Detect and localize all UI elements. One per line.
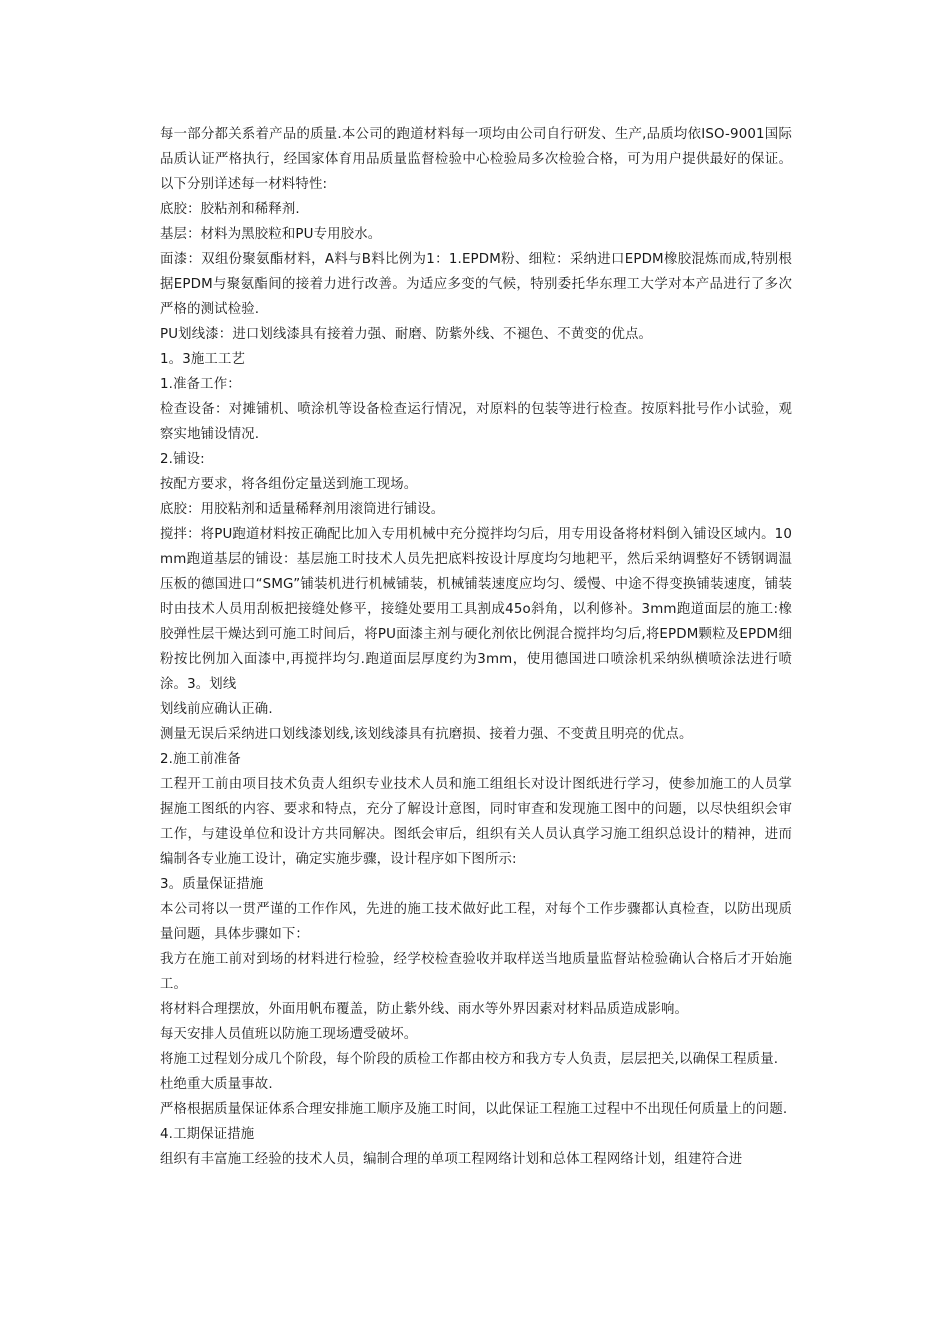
heading-preparation: 1.准备工作： [160, 377, 241, 392]
heading-laying: 2.铺设: [160, 452, 205, 467]
paragraph-equipment-check: 检查设备：对摊铺机、喷涂机等设备检查运行情况，对原料的包装等进行检查。按原料批号作小试验，观察实地铺设情况. [160, 402, 792, 442]
paragraph-mixing: 搅拌：将PU跑道材料按正确配比加入专用机械中充分搅拌均匀后，用专用设备将材料倒入铺设区域内。10mm跑道基层的铺设：基层施工时技术人员先把底料按设计厚度均匀地耙平，然后采纳调整好不锈钢调温压板的德国进口“SMG”铺装机进行机械铺装，机械铺装速度应均匀、缓慢、中途不得变换铺装速度，铺装时由技术人员用刮板把接缝处修平，接缝处要用工具割成45o斜角，以利修补。3mm跑道面层的施工:橡胶弹性层干燥达到可施工时间后，将PU面漆主剂与硬化剂依比例混合搅拌均匀后,将EPDM颗粒及EPDM细粉按比例加入面漆中,再搅拌均匀.跑道面层厚度约为3mm，使用德国进口喷涂机采纳纵横喷涂法进行喷涂。3。划线 [160, 527, 792, 692]
document-body [160, 122, 792, 1172]
paragraph-material-inspection: 我方在施工前对到场的材料进行检验，经学校检查验收并取样送当地质量监督站检验确认合格后才开始施工。 [160, 952, 792, 992]
paragraph-no-accidents: 杜绝重大质量事故. [160, 1077, 273, 1092]
heading-quality-measures: 3。质量保证措施 [160, 877, 264, 892]
heading-construction-process: 1。3施工工艺 [160, 352, 246, 367]
paragraph-site-watch: 每天安排人员值班以防施工现场遭受破坏。 [160, 1027, 418, 1042]
paragraph-quality-intro: 本公司将以一贯严谨的工作作风，先进的施工技术做好此工程，对每个工作步骤都认真检查，以防出现质量问题，具体步骤如下： [160, 902, 792, 942]
paragraph-schedule-quality: 严格根据质量保证体系合理安排施工顺序及施工时间，以此保证工程施工过程中不出现任何质量上的问题. [160, 1102, 788, 1117]
paragraph-primer: 底胶：胶粘剂和稀释剂. [160, 202, 300, 217]
paragraph-primer-laying: 底胶：用胶粘剂和适量稀释剂用滚筒进行铺设。 [160, 502, 445, 517]
paragraph-top-coat: 面漆：双组份聚氨酯材料，A料与B料比例为1：1.EPDM粉、细粒：采纳进口EPDM橡胶混炼而成,特别根据EPDM与聚氨酯间的接着力进行改善。为适应多变的气候，特别委托华东理工大学对本产品进行了多次严格的测试检验. [160, 252, 792, 317]
paragraph-line-paint: PU划线漆：进口划线漆具有接着力强、耐磨、防紫外线、不褪色、不黄变的优点。 [160, 327, 653, 342]
paragraph-stage-control: 将施工过程划分成几个阶段，每个阶段的质检工作都由校方和我方专人负责，层层把关,以确保工程质量. [160, 1052, 779, 1067]
heading-pre-construction: 2.施工前准备 [160, 752, 241, 767]
paragraph-drawing-review: 工程开工前由项目技术负责人组织专业技术人员和施工组组长对设计图纸进行学习，使参加施工的人员掌握施工图纸的内容、要求和特点，充分了解设计意图，同时审查和发现施工图中的问题，以尽快组织会审工作，与建设单位和设计方共同解决。图纸会审后，组织有关人员认真学习施工组织总设计的精神，进而编制各专业施工设计，确定实施步骤，设计程序如下图所示: [160, 777, 792, 867]
paragraph-intro: 每一部分都关系着产品的质量.本公司的跑道材料每一项均由公司自行研发、生产,品质均依ISO-9001国际品质认证严格执行，经国家体育用品质量监督检验中心检验局多次检验合格，可为用户提供最好的保证。以下分别详述每一材料特性: [160, 127, 792, 192]
heading-schedule-measures: 4.工期保证措施 [160, 1127, 255, 1142]
paragraph-line-confirm: 划线前应确认正确. [160, 702, 273, 717]
paragraph-schedule-plan: 组织有丰富施工经验的技术人员，编制合理的单项工程网络计划和总体工程网络计划，组建符合进 [160, 1152, 743, 1167]
paragraph-base-layer: 基层：材料为黑胶粒和PU专用胶水。 [160, 227, 382, 242]
paragraph-material-storage: 将材料合理摆放，外面用帆布覆盖，防止紫外线、雨水等外界因素对材料品质造成影响。 [160, 1002, 689, 1017]
paragraph-formula: 按配方要求，将各组份定量送到施工现场。 [160, 477, 418, 492]
paragraph-line-marking: 测量无误后采纳进口划线漆划线,该划线漆具有抗磨损、接着力强、不变黄且明亮的优点。 [160, 727, 693, 742]
